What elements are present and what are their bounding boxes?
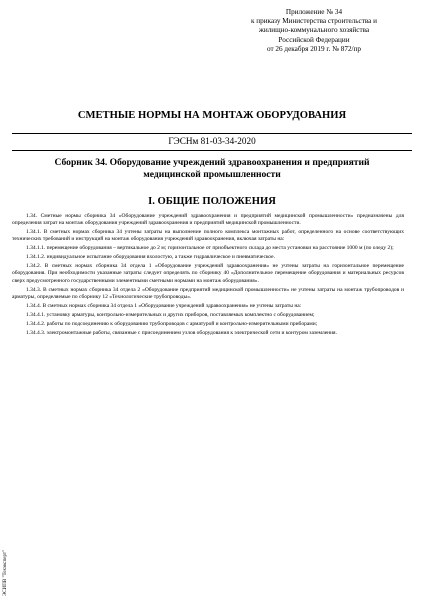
appendix-line: от 26 декабря 2019 г. № 872/пр <box>267 44 361 53</box>
paragraph: 1.34.3. В сметных нормах сборника 34 отдела 2 «Оборудование предприятий медицинской промышленности» не учтены затраты на монтаж трубопроводов и арматуры, определяемые по сборнику 12 «Технологические трубопроводы». <box>12 286 404 300</box>
paragraph: 1.34.4. В сметных нормах сборника 34 отдела 1 «Оборудование учреждений здравоохранения» не учтены затраты на: <box>26 302 302 309</box>
collection-line: Сборник 34. Оборудование учреждений здравоохранения и предприятий <box>54 157 370 168</box>
appendix-line: Российской Федерации <box>278 35 350 44</box>
paragraph: 1.34. Сметные нормы сборника 34 «Оборудование учреждений здравоохранения и предприятий медицинской промышленности» предназначены для определения затрат на монтаж оборудования учреждений здравоохранения и предприятий медицинской промышленности. <box>12 213 404 227</box>
appendix-line: Приложение № 34 <box>285 8 343 16</box>
appendix-reference <box>214 8 414 54</box>
paragraph: 1.34.1. В сметных нормах сборника 34 учтены затраты на выполнение полного комплекса монтажных работ, определенного на основе соответствующих технических требований и инструкций на монтаж оборудования учреждений здравоохранения, включая затраты на: <box>12 229 404 243</box>
divider-bottom <box>12 150 412 151</box>
paragraph: 1.34.2. В сметных нормах сборника 34 отдела 1 «Оборудование учреждений здравоохранения» не учтены затраты на горизонтальное перемещение оборудования. При необходимости указанные затраты следует определять по сборнику 40 «Дополнительное перемещение оборудования и материальных ресурсов сверх предусмотренного государственными элементными сметными нормами на монтаж оборудования». <box>12 263 404 284</box>
side-watermark-text: ЭСИПВ "Техэксперт" <box>3 549 8 596</box>
body-text <box>12 213 404 338</box>
paragraph: 1.34.1.1. перемещение оборудования – вертикальное до 2 м; горизонтальное от приобъектного склада до места установки на расстояние 1000 м (по оледу 2); <box>26 245 394 252</box>
collection-title <box>30 157 394 181</box>
side-watermark <box>3 520 13 596</box>
paragraph: 1.34.4.1. установку арматуры, контрольно-измерительных и других приборов, поставляемых комплектно с оборудованием; <box>26 311 315 318</box>
divider-top <box>12 133 412 134</box>
appendix-line: к приказу Министерства строительства и <box>250 17 377 26</box>
appendix-line: жилищно-коммунального хозяйства <box>258 26 370 35</box>
paragraph: 1.34.4.2. работы по подсоединению к оборудованию трубопроводов с арматурой и контрольно-измерительными приборами; <box>26 320 318 327</box>
collection-line: медицинской промышленности <box>143 168 281 180</box>
section-heading: I. ОБЩИЕ ПОЛОЖЕНИЯ <box>148 196 276 207</box>
paragraph: 1.34.1.2. индивидуальное испытание оборудования вхолостую, а также гидравлическое и пневматическое. <box>26 254 275 261</box>
norm-code: ГЭСНм 81-03-34-2020 <box>168 136 256 146</box>
document-title: СМЕТНЫЕ НОРМЫ НА МОНТАЖ ОБОРУДОВАНИЯ <box>77 110 347 121</box>
paragraph: 1.34.4.3. электромонтажные работы, связанные с присоединением узлов оборудования к электрической сети и контуром заземления. <box>26 329 337 336</box>
